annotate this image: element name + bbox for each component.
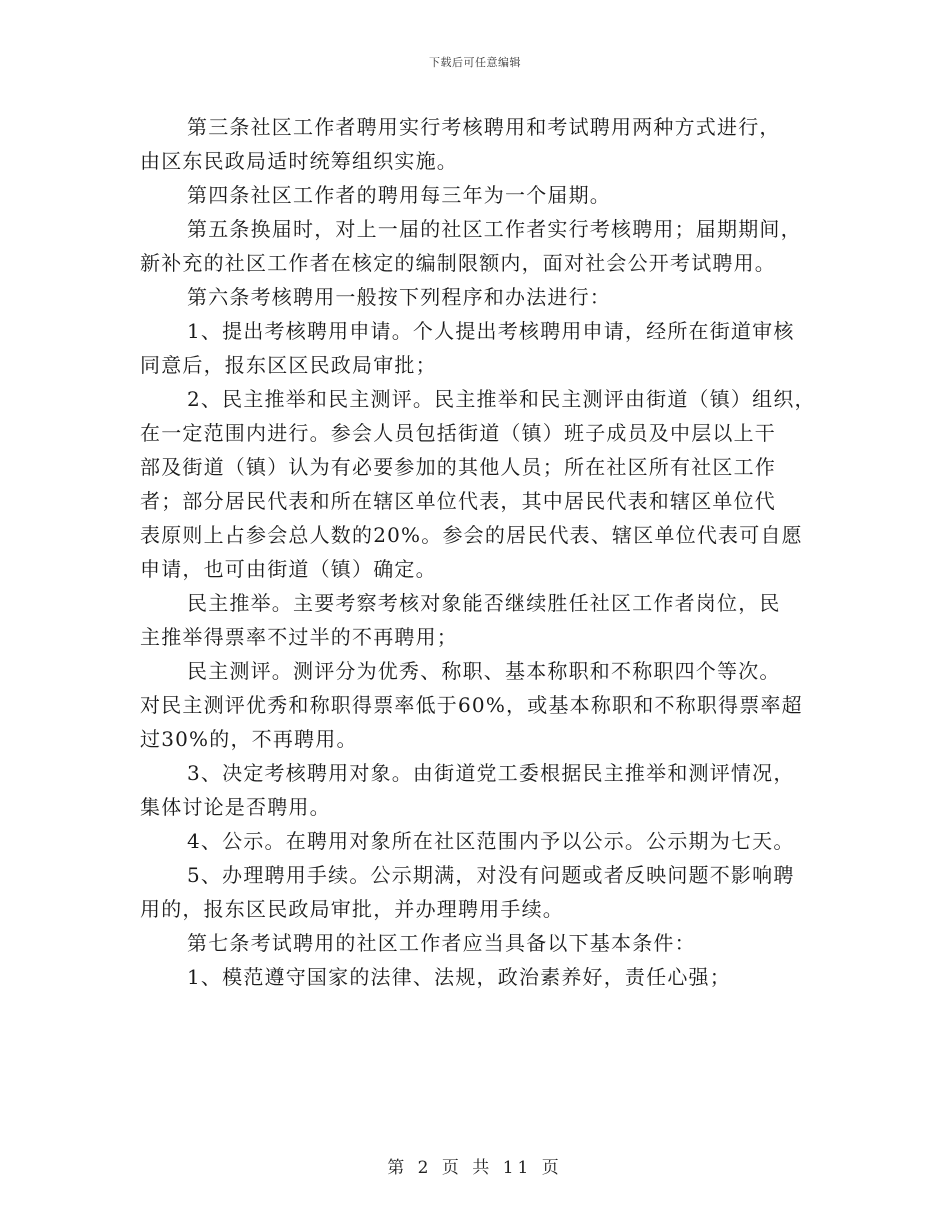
text-line: 1、模范遵守国家的法律、法规，政治素养好，责任心强； <box>187 965 731 989</box>
text-line: 3、决定考核聘用对象。由街道党工委根据民主推举和测评情况， <box>187 761 795 785</box>
text-line: 2、民主推举和民主测评。民主推举和民主测评由街道（镇）组织， <box>187 387 816 411</box>
text-line: 表原则上占参会总人数的20%。参会的居民代表、辖区单位代表可自愿 <box>140 523 803 547</box>
text-line: 民主测评。测评分为优秀、称职、基本称职和不称职四个等次。 <box>187 659 781 683</box>
text-line: 第七条考试聘用的社区工作者应当具备以下基本条件： <box>187 931 696 955</box>
text-line: 1、提出考核聘用申请。个人提出考核聘用申请，经所在街道审核 <box>187 319 795 343</box>
text-line: 过30%的，不再聘用。 <box>140 727 358 751</box>
text-line: 第五条换届时，对上一届的社区工作者实行考核聘用；届期期间， <box>187 217 802 241</box>
text-line: 新补充的社区工作者在核定的编制限额内，面对社会公开考试聘用。 <box>140 251 776 275</box>
text-line: 部及街道（镇）认为有必要参加的其他人员；所在社区所有社区工作 <box>140 455 776 479</box>
text-line: 在一定范围内进行。参会人员包括街道（镇）班子成员及中层以上干 <box>140 421 776 445</box>
page-footer: 第 2 页 共 11 页 <box>387 1158 563 1178</box>
document-body <box>140 110 815 994</box>
text-line: 民主推举。主要考察考核对象能否继续胜任社区工作者岗位，民 <box>187 591 781 615</box>
text-line: 同意后，报东区区民政局审批； <box>140 353 437 377</box>
page-header: 下载后可任意编辑 <box>429 56 521 69</box>
text-line: 对民主测评优秀和称职得票率低于60%，或基本称职和不称职得票率超 <box>140 693 803 717</box>
text-line: 4、公示。在聘用对象所在社区范围内予以公示。公示期为七天。 <box>187 829 795 853</box>
text-line: 第四条社区工作者的聘用每三年为一个届期。 <box>187 183 611 207</box>
text-line: 由区东民政局适时统筹组织实施。 <box>140 149 458 173</box>
text-line: 用的，报东区民政局审批，并办理聘用手续。 <box>140 897 564 921</box>
text-line: 申请，也可由街道（镇）确定。 <box>140 557 437 581</box>
text-line: 者；部分居民代表和所在辖区单位代表，其中居民代表和辖区单位代 <box>140 489 776 513</box>
text-line: 集体讨论是否聘用。 <box>140 795 331 819</box>
text-line: 主推举得票率不过半的不再聘用； <box>140 625 458 649</box>
text-line: 5、办理聘用手续。公示期满，对没有问题或者反映问题不影响聘 <box>187 863 795 887</box>
text-line: 第三条社区工作者聘用实行考核聘用和考试聘用两种方式进行， <box>187 115 781 139</box>
text-line: 第六条考核聘用一般按下列程序和办法进行： <box>187 285 611 309</box>
